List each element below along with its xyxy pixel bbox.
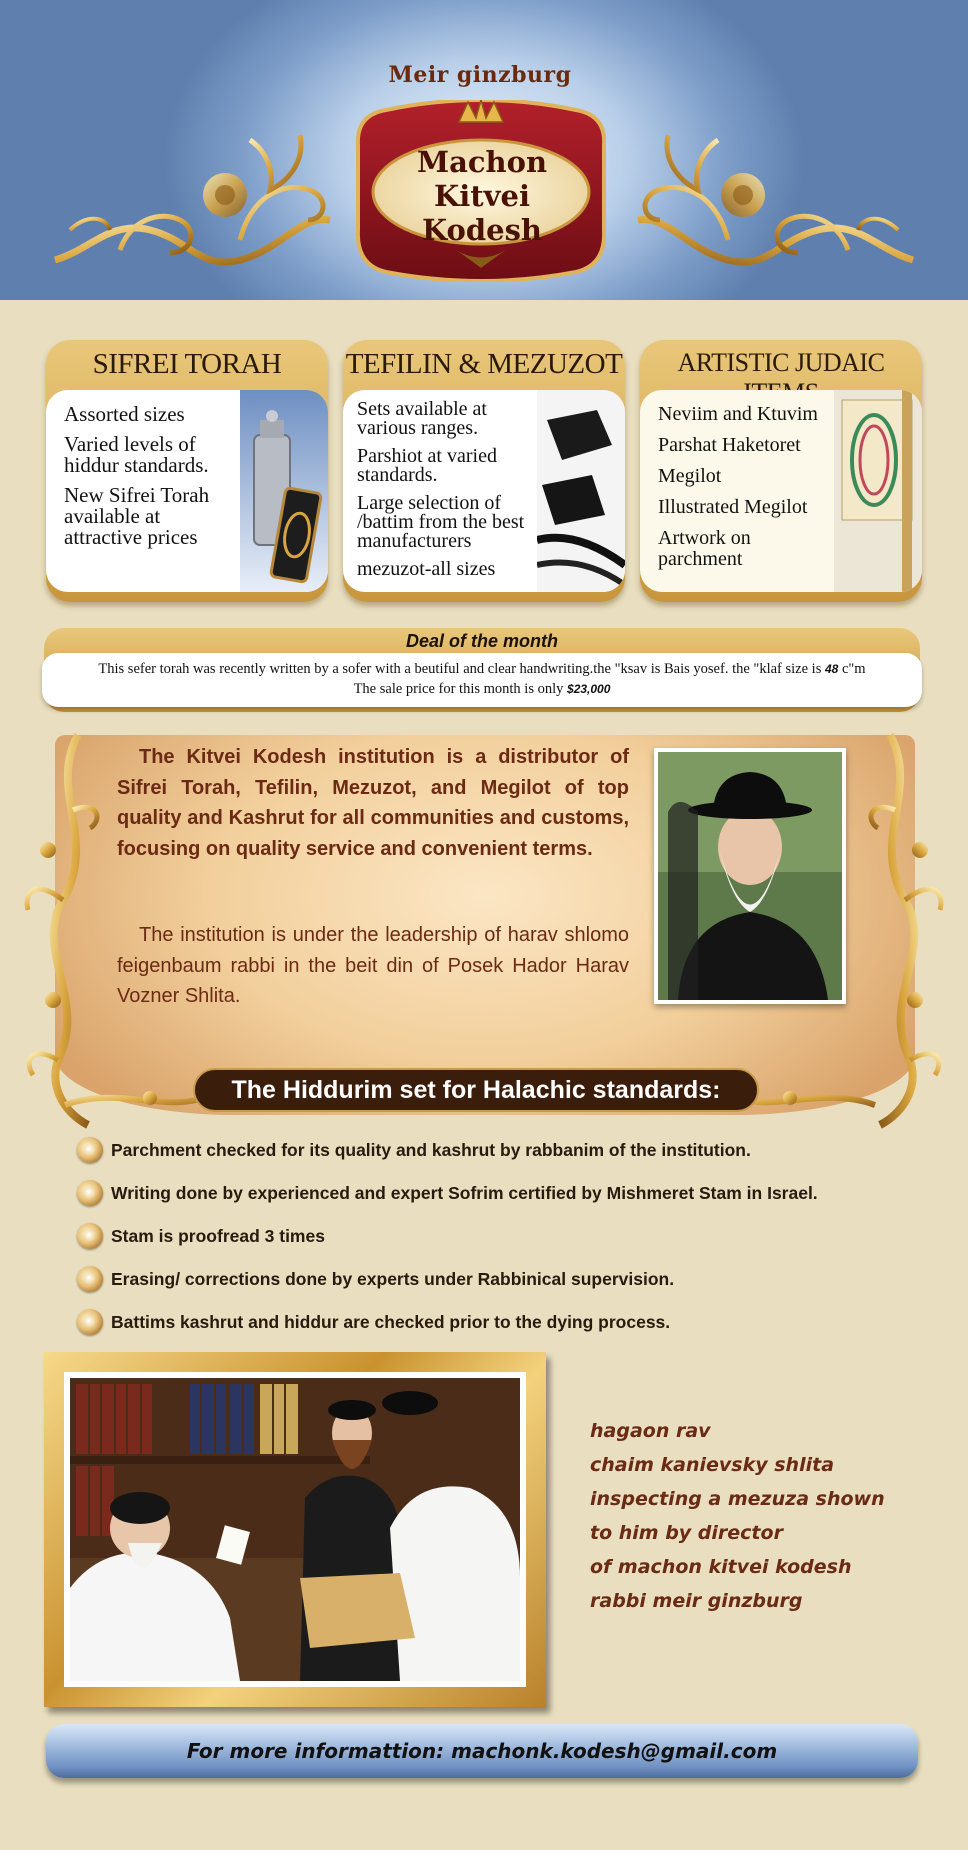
photo-mat xyxy=(64,1372,526,1687)
list-item: Assorted sizes xyxy=(64,402,185,426)
klaf-size: 48 xyxy=(824,662,839,676)
card-title: TEFILIN & MEZUZOT xyxy=(345,348,623,380)
card-artistic-judaic xyxy=(640,340,922,602)
caption-line: of machon kitvei kodesh xyxy=(590,1556,852,1578)
gold-photo-frame xyxy=(44,1352,546,1707)
about-paragraph-1 xyxy=(117,742,629,864)
deal-of-the-month xyxy=(44,628,920,712)
card-list xyxy=(357,400,533,588)
list-item xyxy=(77,1266,937,1309)
list-item-text: Erasing/ corrections done by experts under Rabbinical supervision. xyxy=(111,1269,675,1289)
list-item xyxy=(77,1309,937,1352)
rabbis-inspecting-mezuza-photo xyxy=(70,1378,520,1681)
brand-top-text: Meir ginzburg xyxy=(388,62,572,88)
caption-line: rabbi meir ginzburg xyxy=(590,1590,803,1612)
list-item: mezuzot-all sizes xyxy=(357,558,496,580)
gold-bullet-icon xyxy=(77,1180,103,1206)
torah-case-image xyxy=(240,390,328,592)
list-item: Parshat Haketoret xyxy=(658,434,801,456)
list-item: New Sifrei Torah available at attractive prices xyxy=(64,483,210,549)
contact-footer-bar[interactable]: For more informattion: machonk.kodesh@gmail.com xyxy=(46,1724,918,1778)
caption-line: hagaon rav xyxy=(590,1420,711,1442)
deal-text: The sale price for this month is only xyxy=(353,681,568,697)
deal-title: Deal of the month xyxy=(406,631,558,651)
card-list xyxy=(658,404,828,580)
list-item: Neviim and Ktuvim xyxy=(658,403,818,425)
list-item: Illustrated Megilot xyxy=(658,496,808,518)
card-title: SIFREI TORAH xyxy=(92,348,282,380)
gold-bullet-icon xyxy=(77,1223,103,1249)
deal-line-1 xyxy=(42,659,922,679)
deal-text: This sefer torah was recently written by a sofer with a beutiful and clear handwriting.the "ksav is Bais yosef. the "klaf size is xyxy=(98,661,825,677)
gold-bullet-icon xyxy=(77,1266,103,1292)
photo-caption xyxy=(590,1414,910,1618)
gold-bullet-icon xyxy=(77,1137,103,1163)
card-body xyxy=(46,390,328,592)
list-item-text: Writing done by experienced and expert Sofrim certified by Mishmeret Stam in Israel. xyxy=(111,1183,818,1203)
brand-line-2: Kitvei Kodesh xyxy=(421,179,543,247)
gold-bullet-icon xyxy=(77,1309,103,1335)
card-list xyxy=(64,404,234,557)
list-item xyxy=(77,1137,937,1180)
card-body xyxy=(640,390,922,592)
hiddurim-list xyxy=(77,1137,937,1352)
card-tefilin-mezuzot xyxy=(343,340,625,602)
list-item-text: Parchment checked for its quality and kashrut by rabbanim of the institution. xyxy=(111,1140,751,1160)
about-text-1: The Kitvei Kodesh institution is a distributor of Sifrei Torah, Tefilin, Mezuzot, and Megilot of top quality and Kashrut for all communities and customs, focusing on quality service and convenient terms. xyxy=(117,746,629,860)
gold-scroll-ornament-right xyxy=(628,120,918,280)
list-item xyxy=(77,1180,937,1223)
rabbi-portrait-image xyxy=(658,752,842,1000)
list-item-text: Stam is proofread 3 times xyxy=(111,1226,325,1246)
about-text-2: The institution is under the leadership of harav shlomo feigenbaum rabbi in the beit din of Posek Hador Harav Vozner Shlita. xyxy=(117,924,629,1007)
deal-body xyxy=(42,653,922,707)
gold-scroll-ornament-left xyxy=(50,120,340,280)
list-item xyxy=(77,1223,937,1266)
caption-line: inspecting a mezuza shown xyxy=(590,1488,885,1510)
deal-line-2 xyxy=(42,679,922,699)
brand-line-1: Machon xyxy=(416,145,548,179)
list-item: Parshiot at varied standards. xyxy=(357,445,497,486)
list-item: Artwork on parchment xyxy=(658,527,751,570)
list-item: Sets available at various ranges. xyxy=(357,398,487,439)
caption-line: chaim kanievsky shlita xyxy=(590,1454,835,1476)
list-item: Varied levels of hiddur standards. xyxy=(64,432,209,477)
deal-unit: c"m xyxy=(838,661,866,677)
illustrated-megila-image xyxy=(834,390,922,592)
about-paragraph-2 xyxy=(117,920,629,1012)
card-title: ARTISTIC JUDAIC xyxy=(677,348,885,377)
brand-name xyxy=(370,145,594,247)
deal-price: $23,000 xyxy=(567,682,611,696)
list-item-text: Battims kashrut and hiddur are checked prior to the dying process. xyxy=(111,1312,671,1332)
card-sifrei-torah xyxy=(46,340,328,602)
card-body xyxy=(343,390,625,592)
caption-line: to him by director xyxy=(590,1522,783,1544)
tefilin-image xyxy=(537,390,625,592)
rabbi-portrait-photo xyxy=(654,748,846,1004)
hiddurim-title: The Hiddurim set for Halachic standards: xyxy=(193,1068,759,1112)
list-item: Megilot xyxy=(658,465,722,487)
list-item: Large selection of /battim from the best manufacturers xyxy=(357,492,525,552)
